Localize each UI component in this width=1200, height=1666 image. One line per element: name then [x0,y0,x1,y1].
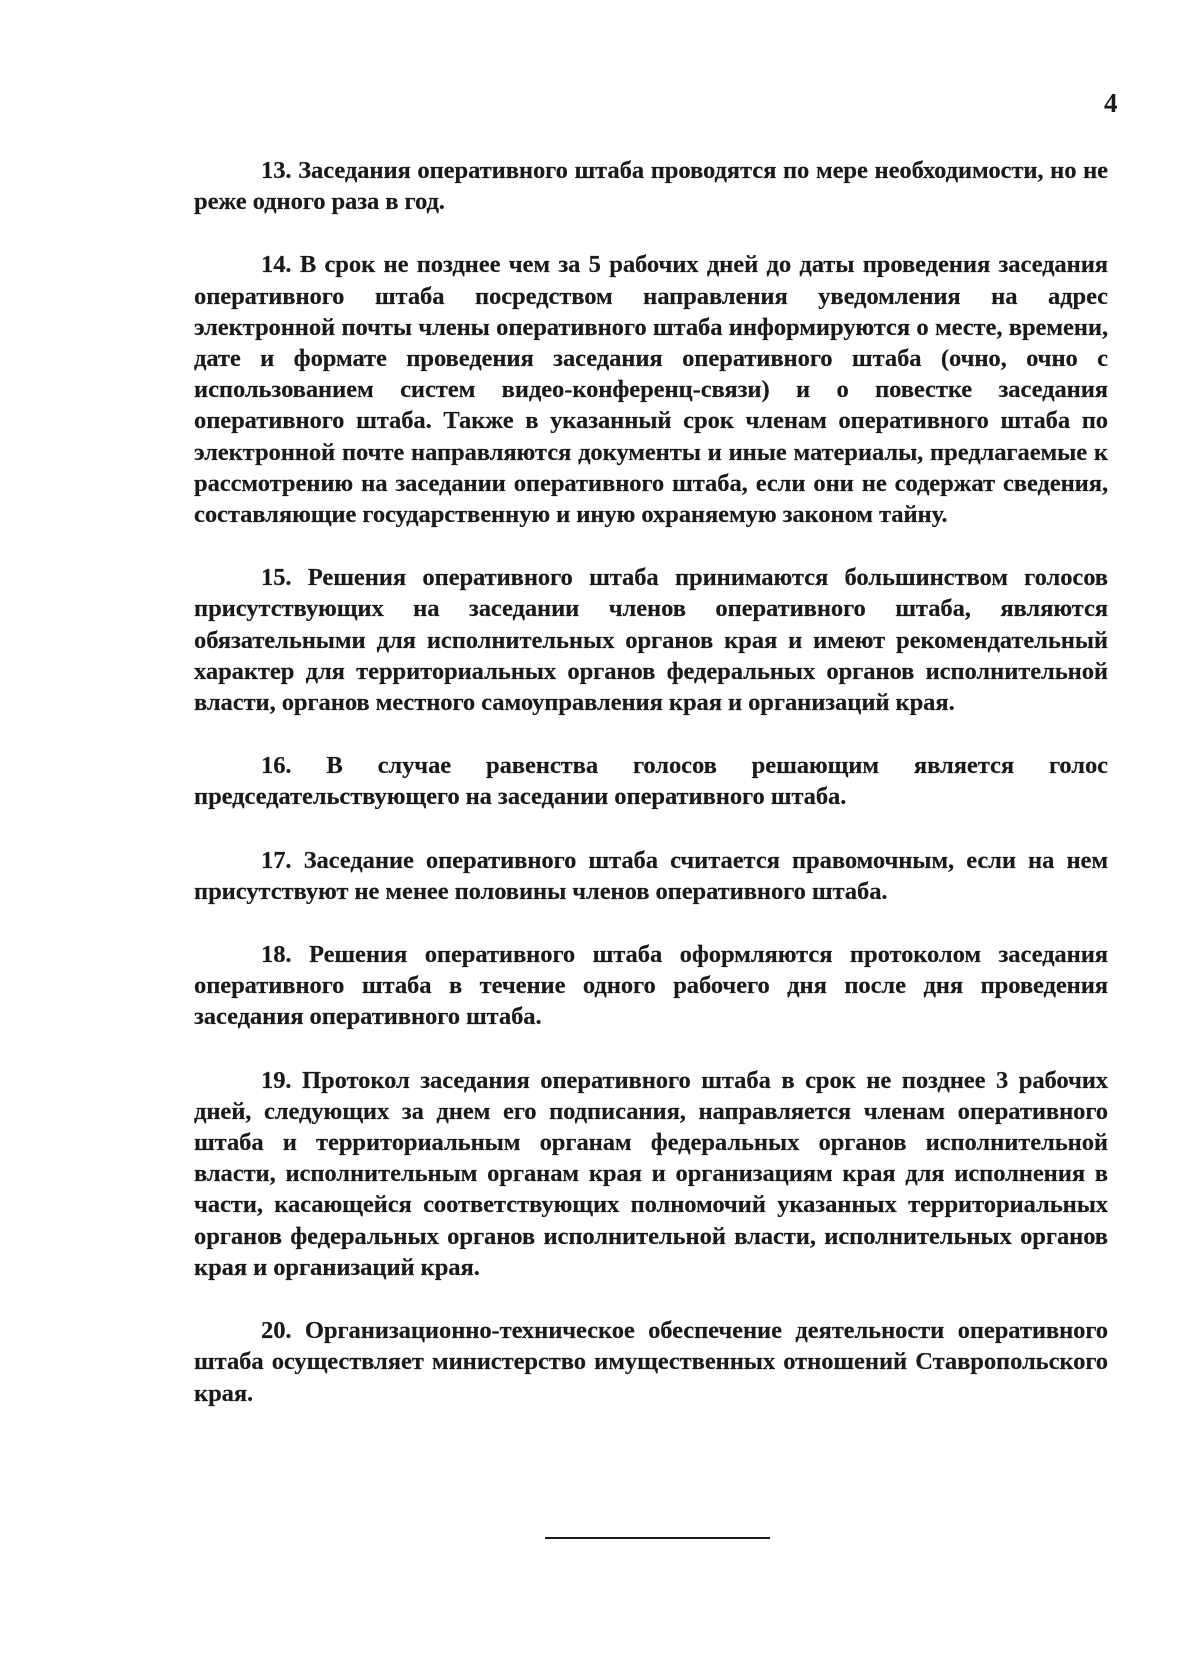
paragraph-20 [194,1315,1108,1409]
paragraph-number: 19. [261,1066,292,1094]
paragraph-text: Организационно-техническое обеспечение деятельности оперативного штаба осуществляет министерство имущественных отношений Ставропольского края. [194,1317,1108,1407]
paragraph-text: Протокол заседания оперативного штаба в срок не позднее 3 рабочих дней, следующих за днем его подписания, направляется членам оперативного штаба и территориальным органам федеральных органов исполнительной власти, исполнительным органам края и организациям края для исполнения в части, касающейся соответствующих полномочий указанных территориальных органов федеральных органов исполнительной власти, исполнительных органов края и организаций края. [194,1066,1108,1281]
paragraph-15 [194,562,1108,718]
paragraph-text: В случае равенства голосов решающим является голос председательствующего на заседании оперативного штаба. [194,752,1108,811]
paragraph-text: Решения оперативного штаба принимаются большинством голосов присутствующих на заседании членов оперативного штаба, являются обязательными для исполнительных органов края и имеют рекомендательный характер для территориальных органов федеральных органов исполнительной власти, органов местного самоуправления края и организаций края. [194,564,1108,717]
end-of-document-rule [545,1537,770,1539]
paragraph-text: Заседание оперативного штаба считается правомочным, если на нем присутствуют не менее половины членов оперативного штаба. [194,846,1108,905]
paragraph-13 [194,155,1108,217]
paragraph-16 [194,750,1108,812]
paragraph-17 [194,845,1108,907]
paragraph-text: Заседания оперативного штаба проводятся по мере необходимости, но не реже одного раза в год. [194,157,1108,216]
paragraph-number: 13. [261,157,292,184]
paragraph-number: 18. [261,941,292,969]
paragraph-14 [194,249,1108,530]
paragraph-number: 14. [261,251,292,279]
paragraph-19 [194,1065,1108,1283]
paragraph-number: 16. [261,752,292,780]
paragraph-text: В срок не позднее чем за 5 рабочих дней до даты проведения заседания оперативного штаба посредством направления уведомления на адрес электронной почты члены оперативного штаба информируются о месте, времени, дате и формате проведения заседания оперативного штаба (очно, очно с использованием систем видео-конференц-связи) и о повестке заседания оперативного штаба. Также в указанный срок членам оперативного штаба по электронной почте направляются документы и иные материалы, предлагаемые к рассмотрению на заседании оперативного штаба, если они не содержат сведения, составляющие государственную и иную охраняемую законом тайну. [194,251,1108,529]
paragraph-text: Решения оперативного штаба оформляются протоколом заседания оперативного штаба в течение одного рабочего дня после дня проведения заседания оперативного штаба. [194,941,1108,1031]
paragraph-number: 15. [261,564,292,592]
paragraph-18 [194,939,1108,1033]
page-number: 4 [1104,88,1118,118]
paragraph-number: 17. [261,846,292,874]
document-body [194,155,1108,1441]
paragraph-number: 20. [261,1317,292,1345]
